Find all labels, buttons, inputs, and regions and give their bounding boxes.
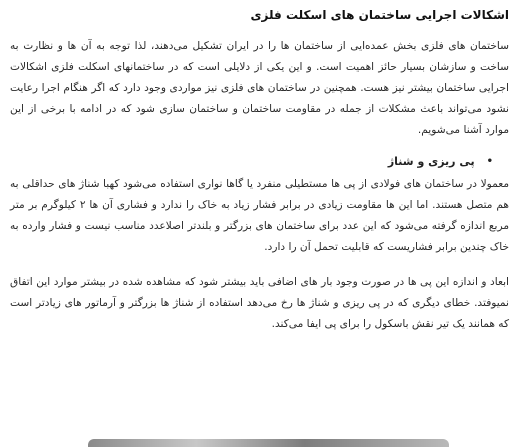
bullet-icon: • (486, 156, 493, 167)
article-image (88, 439, 449, 447)
section-heading (10, 155, 493, 168)
section-paragraph-2: ابعاد و اندازه این پی ها در صورت وجود بار های اضافی باید بیشتر شود که مشاهده شده در بیشتر موارد این اتفاق نمیوفتد. خطای دیگری که در پی ریزی و شناژ ها رخ می‌دهد استفاده از شناژ ها بزرگتر و آرماتور های زیادتر است که همانند یک تیر نقش باسکول را برای پی ایفا می‌کند. (10, 276, 509, 330)
section-heading-text: پی ریزی و شناژ (387, 155, 475, 168)
section-paragraph-1: معمولا در ساختمان های فولادی از پی ها مستطیلی منفرد یا گاها نواری استفاده می‌شود کهبا شناژ های حداقلی به هم متصل هستند. اما این ها مقاومت زیادی در برابر فشار زیاد به خاک را ندارد و فشاری آن ها ۲ کیلوگرم بر متر مربع اندازه گرفته می‌شود که این عدد برای ساختمان های بزرگتر و بلندتر اصلاعدد مناسب نیست و فشار وارده به خاک چندین برابر فشاریست که قابلیت تحمل آن را دارد. (10, 178, 509, 253)
article-title: اشکالات اجرایی ساختمان های اسکلت فلزی (250, 8, 509, 22)
intro-paragraph: ساختمان های فلزی بخش عمده‌ایی از ساختمان ها را در ایران تشکیل می‌دهند، لذا توجه به آن ها و نظارت به ساخت و سازشان بسیار حائز اهمیت است. و این یکی از دلایلی است که در ساختمانهای اسکلت فلزی اشکالات اجرایی ساختمان بیشتر نیز هست. همچنین در ساختمان های فلزی نیز مواردی وجود دارد که اگر هنگام اجرا رعایت نشود می‌تواند باعث مشکلات از جمله در مقاومت ساختمان و ساختمان سازی شود که در ادامه با برخی از این موارد آشنا می‌شویم. (10, 40, 509, 136)
